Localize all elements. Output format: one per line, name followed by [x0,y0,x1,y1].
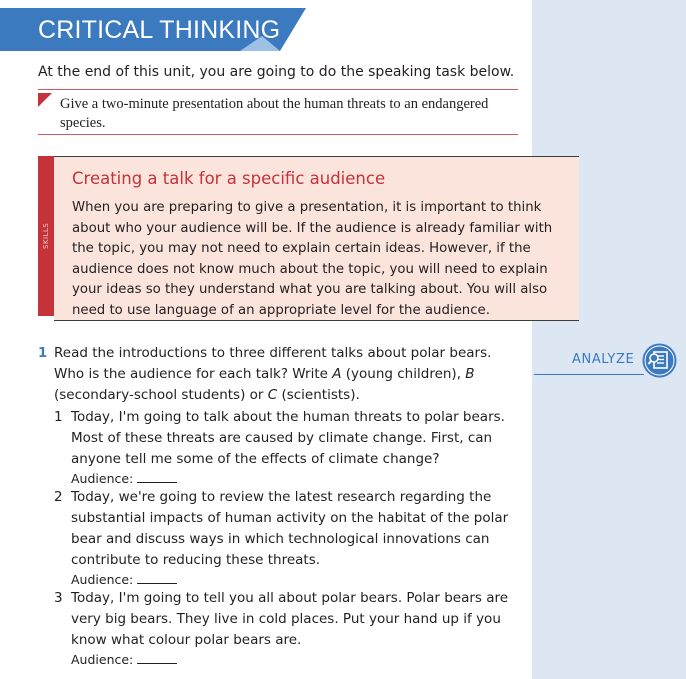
page-sidebar [532,0,686,679]
analyze-rule [534,374,644,375]
exercise-number: 1 [38,346,48,361]
skills-title: Creating a talk for a specific audience [72,169,386,188]
item-number: 3 [54,590,63,606]
item-number: 2 [54,489,63,505]
analyze-tag [534,343,686,379]
answer-blank[interactable] [137,571,177,584]
task-rule-top [38,89,518,90]
task-marker-icon [38,93,52,107]
item-text: Today, I'm going to talk about the human threats to polar bears. Most of these threats are caused by climate change. First, can anyone tell me some of the effects of climate change? Audience: [71,407,521,488]
intro-text: At the end of this unit, you are going to do the speaking task below. [38,64,515,80]
item-text: Today, I'm going to tell you all about polar bears. Polar bears are very big bears. They live in cold places. Put your hand up if you know what colour polar bears are. Audience: [71,588,521,669]
analyze-label: ANALYZE [572,352,635,367]
audience-answer[interactable]: Audience: [71,650,521,669]
audience-answer[interactable]: Audience: [71,469,521,488]
skills-body: When you are preparing to give a presentation, it is important to think about who your audience will be. If the audience is already familiar with the topic, you may not need to explain certain ideas. However, if the audience does not know much about the topic, you will need to explain your ideas so they understand what you are talking about. You will also need to use language of an appropriate level for the audience. [72,200,553,318]
skills-tab-label: SKILLS [42,222,50,250]
exercise-instruction: Read the introductions to three different talks about polar bears. Who is the audience for each talk? Write A (young children), B (secondary-school students) or C (scientists). [54,345,492,403]
section-title: CRITICAL THINKING [38,16,281,44]
answer-blank[interactable] [137,470,177,483]
magnifier-document-icon [642,343,677,378]
item-number: 1 [54,409,63,425]
item-text: Today, we're going to review the latest research regarding the substantial impacts of human activity on the habitat of the polar bear and discuss ways in which technological innovations can contribute to reducing these threats. Audience: [71,487,521,589]
skills-box [54,156,579,321]
audience-answer[interactable]: Audience: [71,570,521,589]
speaking-task-text: Give a two-minute presentation about the human threats to an endangered species. [60,96,489,131]
answer-blank[interactable] [137,651,177,664]
section-banner [0,8,306,51]
speaking-task-box [38,89,518,135]
task-rule-bottom [38,134,518,135]
